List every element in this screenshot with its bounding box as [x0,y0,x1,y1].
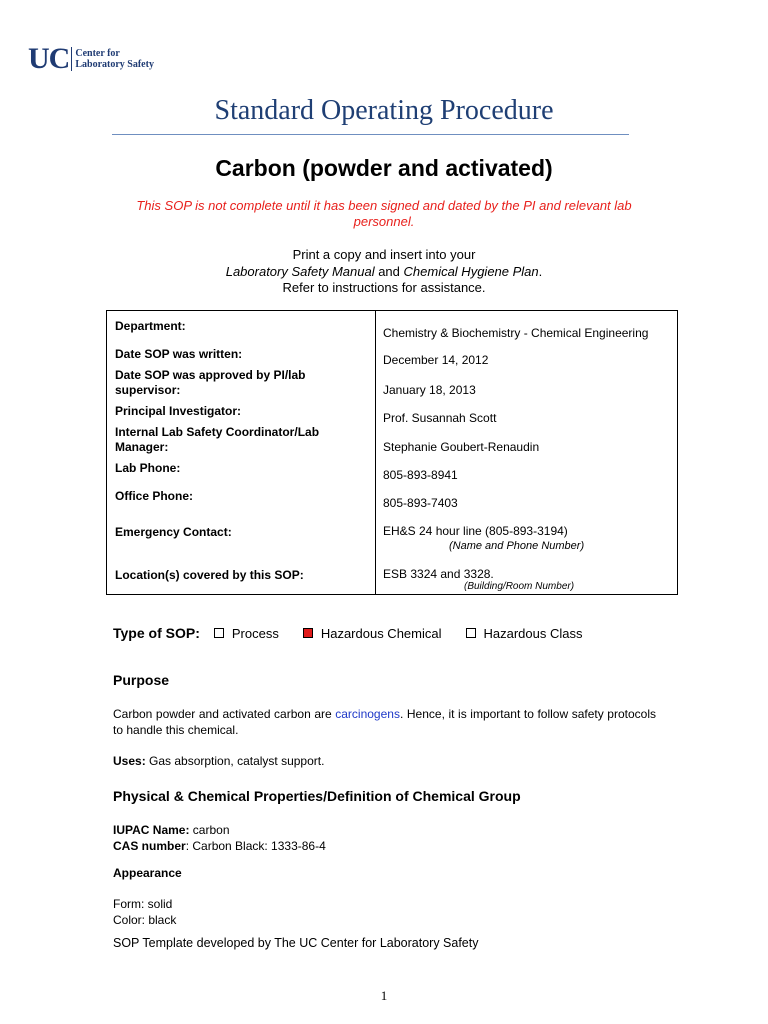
department-value: Chemistry & Biochemistry - Chemical Engineering [383,326,649,340]
title-rule [112,134,629,135]
properties-heading: Physical & Chemical Properties/Definition of Chemical Group [113,788,521,804]
office-phone-value: 805-893-7403 [383,496,458,510]
hazardous-class-checkbox[interactable] [466,628,476,638]
iupac-value: carbon [189,823,230,837]
coordinator-label: Internal Lab Safety Coordinator/Lab Manager: [115,425,320,454]
uses-label: Uses: [113,754,146,768]
emergency-label: Emergency Contact: [115,525,232,539]
logo-divider [71,47,72,71]
sop-title: Standard Operating Procedure [214,95,554,126]
safety-manual-name: Laboratory Safety Manual [225,263,375,279]
instructions-and: and [374,263,404,279]
template-footer: SOP Template developed by The UC Center for Laboratory Safety [113,936,479,950]
carcinogens-link[interactable]: carcinogens [335,707,400,721]
emergency-value: EH&S 24 hour line (805-893-3194) [383,524,568,538]
logo-line-2: Laboratory Safety [75,59,154,70]
purpose-heading: Purpose [113,672,170,688]
process-checkbox[interactable] [214,628,224,638]
sop-type-label: Type of SOP: [113,625,200,641]
process-option-label: Process [231,625,279,641]
cas-label: CAS number [113,839,186,853]
uses-line [113,754,324,768]
appearance-block [113,896,176,928]
purpose-text-after: . Hence, it is important to follow safety protocols to handle this chemical. [113,707,656,737]
table-divider [375,311,376,594]
instructions-line-1: Print a copy and insert into your [292,247,476,262]
logo-uc-mark: UC [28,42,70,75]
pi-label: Principal Investigator: [115,404,242,418]
date-written-label: Date SOP was written: [115,347,243,361]
page-number: 1 [380,988,388,1003]
iupac-label: IUPAC Name: [113,823,190,837]
hazardous-chemical-option-label: Hazardous Chemical [320,625,442,641]
print-instructions [0,247,768,297]
color-line: Color: black [113,913,177,927]
pi-value: Prof. Susannah Scott [383,411,497,425]
uc-logo [28,44,154,74]
completion-warning: This SOP is not complete until it has been signed and dated by the PI and relevant lab personnel. [136,198,632,229]
date-written-value: December 14, 2012 [383,353,489,367]
date-approved-label: Date SOP was approved by PI/lab supervisor: [115,368,306,397]
logo-text [75,48,154,70]
identifiers-block [113,822,326,854]
purpose-paragraph [113,706,656,738]
hazardous-class-option-label: Hazardous Class [483,625,583,641]
lab-phone-value: 805-893-8941 [383,468,458,482]
instructions-period: . [538,263,543,279]
chemical-title: Carbon (powder and activated) [215,155,553,181]
coordinator-value: Stephanie Goubert-Renaudin [383,440,540,454]
option-process[interactable] [214,626,279,641]
logo-line-1: Center for [75,48,120,59]
hazardous-chemical-checkbox[interactable] [303,628,313,638]
location-label: Location(s) covered by this SOP: [115,568,304,582]
sop-type-row [113,624,607,642]
uses-value: Gas absorption, catalyst support. [145,754,325,768]
cas-value: : Carbon Black: 1333-86-4 [185,839,326,853]
option-hazardous-chemical[interactable] [303,626,442,641]
hygiene-plan-name: Chemical Hygiene Plan [403,263,539,279]
lab-phone-label: Lab Phone: [115,461,181,475]
location-value: ESB 3324 and 3328. [383,567,494,581]
office-phone-label: Office Phone: [115,489,194,503]
emergency-hint: (Name and Phone Number) [449,540,585,552]
date-approved-value: January 18, 2013 [383,383,476,397]
department-label: Department: [115,319,186,333]
location-hint: (Building/Room Number) [464,581,575,592]
instructions-line-3: Refer to instructions for assistance. [282,280,486,295]
purpose-text-before: Carbon powder and activated carbon are [113,707,336,721]
appearance-heading: Appearance [113,866,182,880]
sop-info-table [106,310,678,595]
option-hazardous-class[interactable] [466,626,583,641]
form-line: Form: solid [113,897,173,911]
